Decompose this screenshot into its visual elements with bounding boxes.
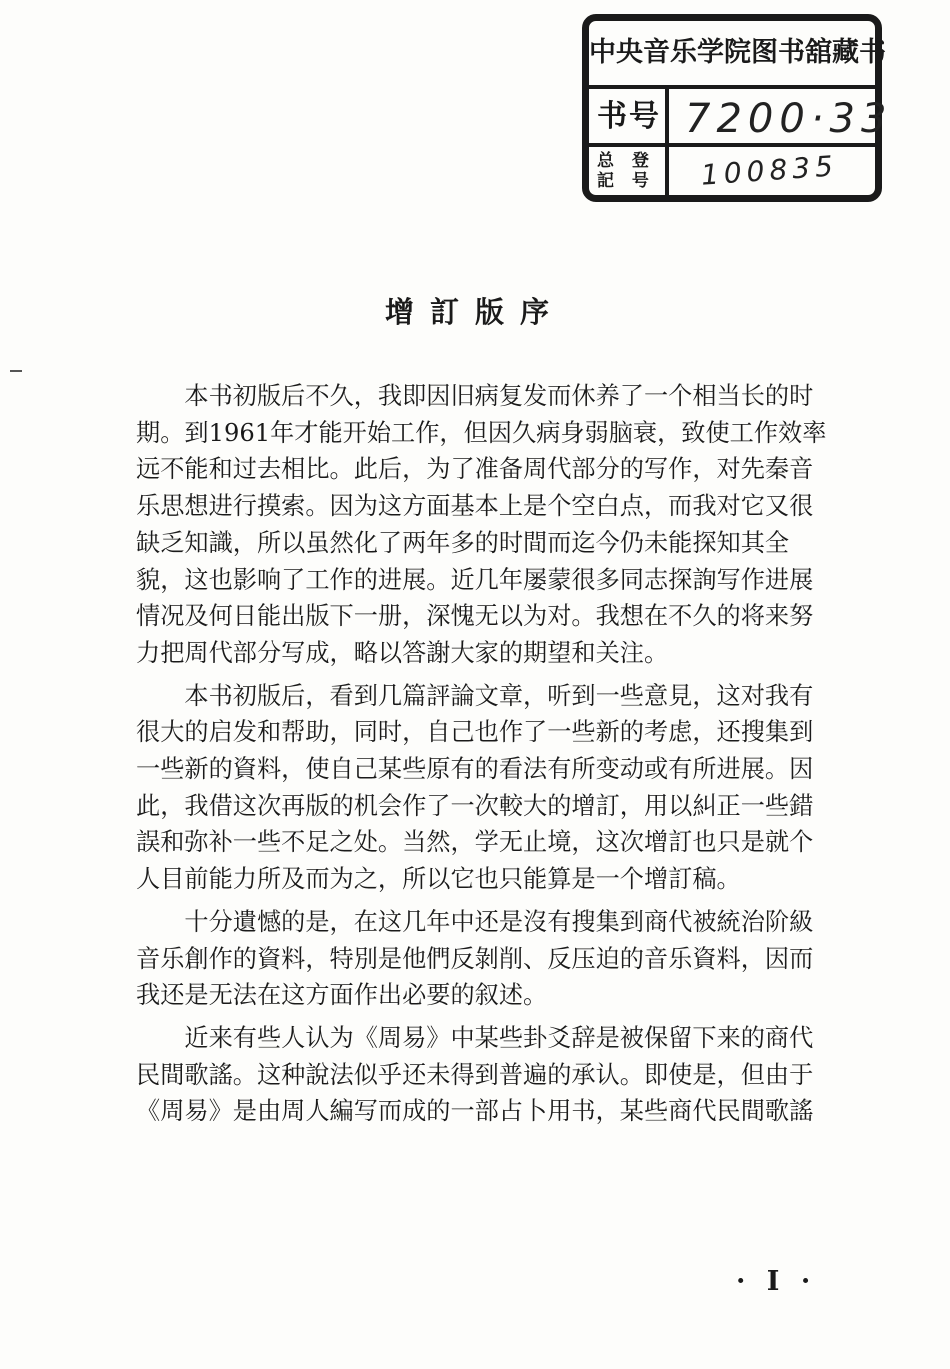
text-line: 乐思想进行摸索。因为这方面基本上是个空白点，而我对它又很	[136, 492, 814, 521]
stamp-accession-value: 100835	[699, 149, 839, 192]
library-stamp	[582, 14, 893, 202]
text-line: 本书初版后，看到几篇評論文章，听到一些意見，这对我有	[184, 681, 814, 710]
page-number: · I ·	[736, 1266, 817, 1297]
text-line: 力把周代部分写成，略以答謝大家的期望和关注。	[136, 638, 669, 667]
text-line: 貌，这也影响了工作的进展。近几年屡蒙很多同志探詢写作进展	[136, 565, 814, 594]
text-line: 《周易》是由周人編写而成的一部占卜用书，某些商代民間歌謠	[136, 1097, 814, 1126]
text-line: 十分遺憾的是，在这几年中还是沒有搜集到商代被統治阶級	[184, 907, 814, 936]
text-line: 本书初版后不久，我即因旧病复发而休养了一个相当长的时	[184, 382, 814, 410]
stamp-library-name: 中央音乐学院图书舘藏书	[589, 21, 875, 89]
text-line: 期。到1961年才能开始工作，但因久病身弱脑衰，致使工作效率	[136, 418, 827, 447]
text-line: 缺乏知識，所以虽然化了两年多的时間而迄今仍未能探知其全	[136, 528, 790, 557]
text-line: 音乐創作的資料，特別是他們反剝削、反压迫的音乐資料，因而	[136, 944, 814, 973]
stamp-accession-label: 总 登 記 号	[597, 151, 655, 191]
text-line: 近来有些人认为《周易》中某些卦爻辞是被保留下来的商代	[184, 1023, 814, 1052]
stamp-call-number-label: 书号	[597, 99, 661, 134]
paragraph-2	[136, 678, 834, 898]
text-line: 我还是无法在这方面作出必要的叙述。	[136, 981, 548, 1010]
page-title: 增訂版序	[384, 295, 565, 329]
text-line: 情况及何日能出版下一册，深愧无以为对。我想在不久的将来努	[136, 602, 814, 631]
text-line: 很大的启发和帮助，同时，自己也作了一些新的考虑，还搜集到	[136, 718, 814, 747]
text-line: 一些新的資料，使自己某些原有的看法有所变动或有所进展。因	[136, 755, 814, 784]
stamp-divider	[665, 89, 669, 197]
paragraph-4	[136, 1020, 834, 1130]
stamp-accession-row	[589, 147, 875, 197]
text-line: 人目前能力所及而为之，所以它也只能算是一个增訂稿。	[136, 865, 741, 894]
text-line: 远不能和过去相比。此后，为了准备周代部分的写作，对先秦音	[136, 455, 814, 484]
stamp-call-number-value: 7200·33	[685, 96, 893, 142]
margin-mark	[10, 370, 22, 372]
text-line: 民間歌謠。这种說法似乎还未得到普遍的承认。即使是，但由于	[136, 1060, 814, 1089]
stamp-call-number-row	[589, 89, 893, 147]
preface-body	[136, 378, 834, 1136]
text-line: 此，我借这次再版的机会作了一次較大的增訂，用以糾正一些錯	[136, 791, 814, 820]
paragraph-3	[136, 904, 834, 1014]
paragraph-1	[136, 378, 834, 672]
text-line: 誤和弥补一些不足之处。当然，学无止境，这次增訂也只是就个	[136, 828, 814, 857]
